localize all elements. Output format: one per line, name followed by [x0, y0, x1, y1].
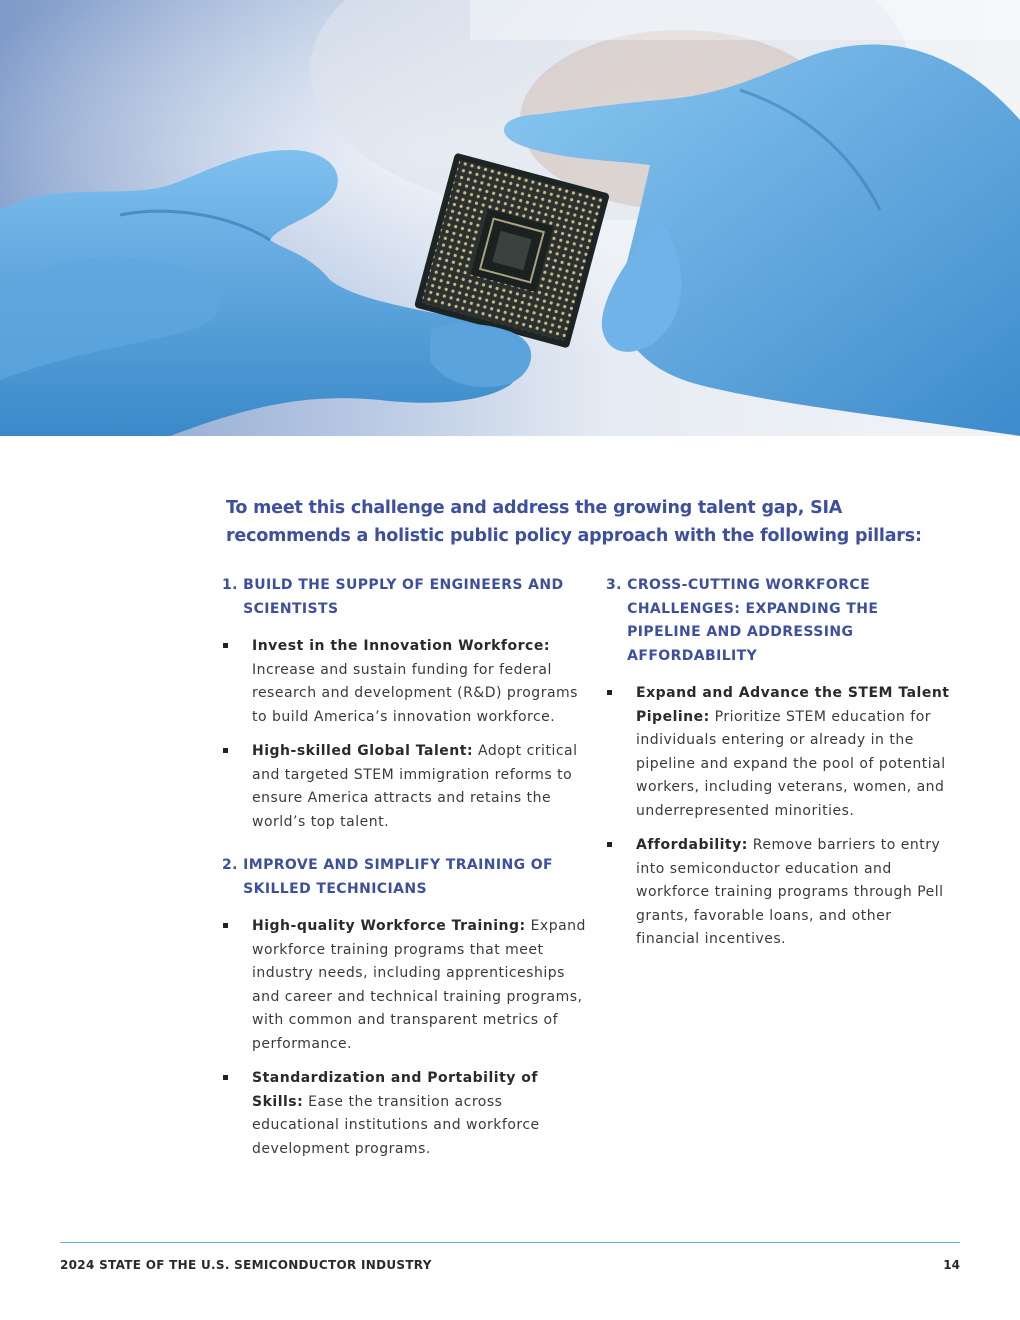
hero-image — [0, 0, 1020, 436]
section-number: 2. — [222, 857, 244, 873]
item-text: Prioritize STEM education for individuals entering or already in the pipeline and expand the pool of potential workers, including veterans, women, and underrepresented minorities. — [636, 708, 946, 819]
section-number: 3. — [606, 577, 628, 593]
section-title: CROSS-CUTTING WORKFORCE CHALLENGES: EXPANDING THE PIPELINE AND ADDRESSING AFFORDABILITY — [627, 577, 879, 664]
section-number: 1. — [222, 577, 244, 593]
right-column — [606, 574, 956, 972]
item-text: Remove barriers to entry into semiconductor education and workforce training programs through Pell grants, favorable loans, and other financial incentives. — [636, 837, 944, 947]
section-heading — [222, 574, 592, 621]
item-lead: Affordability: — [636, 837, 748, 853]
square-bullet-icon — [223, 748, 228, 753]
bullet-list — [222, 915, 592, 1161]
list-item — [222, 1067, 592, 1161]
item-text: Adopt critical and targeted STEM immigration reforms to ensure America attracts and retains the world’s top talent. — [252, 743, 578, 830]
bullet-list — [222, 635, 592, 834]
section-heading — [606, 574, 956, 668]
left-column — [222, 574, 592, 1181]
item-lead: High-quality Workforce Training: — [252, 918, 526, 934]
list-item — [222, 740, 592, 834]
list-item — [606, 682, 956, 823]
page-number: 14 — [943, 1258, 960, 1272]
square-bullet-icon — [223, 643, 228, 648]
list-item — [606, 834, 956, 952]
footer-divider — [60, 1242, 960, 1243]
item-text: Ease the transition across educational institutions and workforce development programs. — [252, 1093, 540, 1157]
section-title: BUILD THE SUPPLY OF ENGINEERS AND SCIENTISTS — [243, 577, 564, 617]
item-lead: Standardization and Portability of Skills: — [252, 1070, 538, 1110]
item-lead: Invest in the Innovation Workforce: — [252, 638, 550, 654]
item-lead: Expand and Advance the STEM Talent Pipeline: — [636, 685, 950, 725]
list-item — [222, 635, 592, 729]
bullet-list — [606, 682, 956, 952]
item-text: Increase and sustain funding for federal research and development (R&D) programs to build America’s innovation workforce. — [252, 661, 578, 725]
square-bullet-icon — [223, 923, 228, 928]
item-lead: High-skilled Global Talent: — [252, 743, 474, 759]
square-bullet-icon — [607, 690, 612, 695]
list-item — [222, 915, 592, 1056]
item-text: Expand workforce training programs that meet industry needs, including apprenticeships and career and technical training programs, with common and transparent metrics of performance. — [252, 918, 586, 1052]
intro-heading: To meet this challenge and address the growing talent gap, SIA recommends a holistic public policy approach with the following pillars: — [226, 498, 922, 546]
section-heading — [222, 854, 592, 901]
footer-title: 2024 STATE OF THE U.S. SEMICONDUCTOR INDUSTRY — [60, 1258, 432, 1272]
square-bullet-icon — [607, 842, 612, 847]
square-bullet-icon — [223, 1075, 228, 1080]
section-title: IMPROVE AND SIMPLIFY TRAINING OF SKILLED TECHNICIANS — [243, 857, 554, 897]
